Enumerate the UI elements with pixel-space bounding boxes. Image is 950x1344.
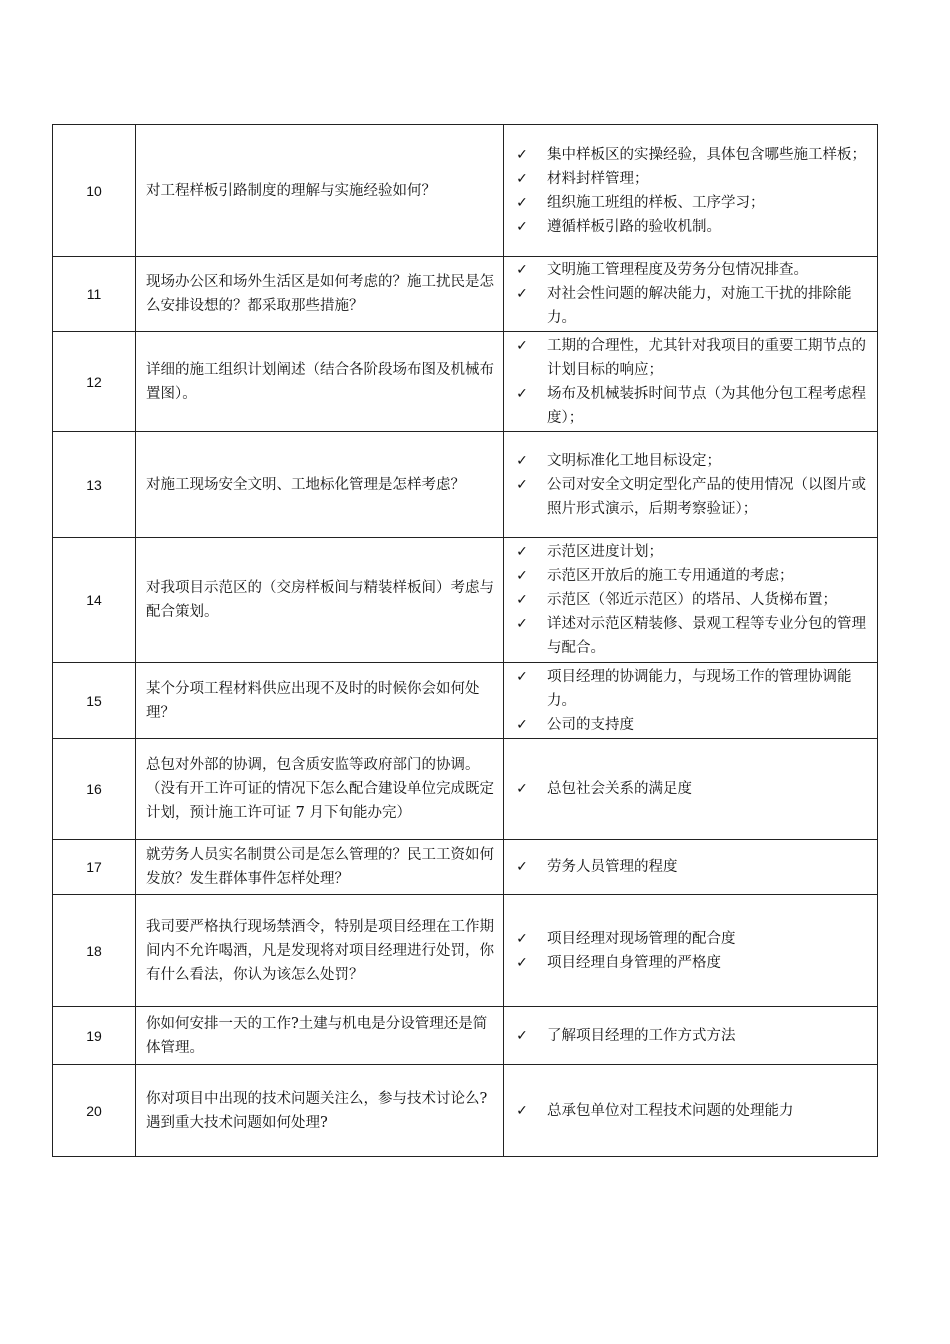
table-row xyxy=(53,257,878,332)
row-number: 13 xyxy=(53,432,136,538)
checkmark-icon: ✓ xyxy=(516,930,528,947)
checkmark-icon: ✓ xyxy=(516,218,528,235)
list-item xyxy=(512,334,871,382)
question-cell: 你对项目中出现的技术问题关注么，参与技术讨论么? 遇到重大技术问题如何处理? xyxy=(136,1065,504,1157)
list-item xyxy=(512,777,871,801)
evaluation-points-cell xyxy=(504,1065,878,1157)
evaluation-point-text: 示范区开放后的施工专用通道的考虑； xyxy=(547,568,794,584)
table-row xyxy=(53,840,878,895)
checkmark-icon: ✓ xyxy=(516,1102,528,1119)
evaluation-point-text: 组织施工班组的样板、工序学习； xyxy=(547,194,765,211)
question-cell: 某个分项工程材料供应出现不及时的时候你会如何处理？ xyxy=(136,663,504,739)
checkmark-icon: ✓ xyxy=(516,337,528,354)
evaluation-point-text: 项目经理自身管理的严格度 xyxy=(547,954,721,971)
evaluation-points-cell xyxy=(504,432,878,538)
document-page xyxy=(52,124,877,1157)
checkmark-icon: ✓ xyxy=(516,568,528,584)
list-item xyxy=(512,167,871,191)
evaluation-point-list xyxy=(512,777,871,801)
question-cell: 你如何安排一天的工作?土建与机电是分设管理还是简体管理。 xyxy=(136,1007,504,1065)
row-number: 20 xyxy=(53,1065,136,1157)
evaluation-points-cell xyxy=(504,257,878,332)
evaluation-point-list xyxy=(512,334,871,430)
list-item xyxy=(512,564,871,588)
evaluation-point-list xyxy=(512,1024,871,1048)
evaluation-point-text: 公司对安全文明定型化产品的使用情况（以图片或照片形式演示，后期考察验证）； xyxy=(547,476,866,517)
table-row xyxy=(53,538,878,663)
list-item xyxy=(512,191,871,215)
list-item xyxy=(512,1024,871,1048)
checkmark-icon: ✓ xyxy=(516,146,528,163)
row-number: 14 xyxy=(53,538,136,663)
checkmark-icon: ✓ xyxy=(516,954,528,971)
list-item xyxy=(512,215,871,239)
checkmark-icon: ✓ xyxy=(516,262,528,278)
checkmark-icon: ✓ xyxy=(516,385,528,402)
row-number: 10 xyxy=(53,125,136,257)
checkmark-icon: ✓ xyxy=(516,716,528,733)
evaluation-point-text: 集中样板区的实操经验，具体包含哪些施工样板； xyxy=(547,146,866,163)
evaluation-point-text: 材料封样管理； xyxy=(547,170,649,187)
evaluation-points-cell xyxy=(504,332,878,432)
table-row xyxy=(53,432,878,538)
evaluation-point-text: 项目经理的协调能力，与现场工作的管理协调能力。 xyxy=(547,668,852,709)
evaluation-point-text: 公司的支持度 xyxy=(547,716,634,733)
evaluation-point-text: 项目经理对现场管理的配合度 xyxy=(547,930,736,947)
evaluation-point-text: 劳务人员管理的程度 xyxy=(547,859,678,875)
list-item xyxy=(512,951,871,975)
evaluation-points-cell xyxy=(504,739,878,840)
list-item xyxy=(512,588,871,612)
list-item xyxy=(512,612,871,660)
list-item xyxy=(512,282,871,330)
question-cell: 对工程样板引路制度的理解与实施经验如何？ xyxy=(136,125,504,257)
evaluation-point-text: 对社会性问题的解决能力，对施工干扰的排除能力。 xyxy=(547,286,852,326)
table-body xyxy=(53,125,878,1157)
list-item xyxy=(512,540,871,564)
row-number: 15 xyxy=(53,663,136,739)
question-cell: 就劳务人员实名制贯公司是怎么管理的？民工工资如何发放？发生群体事件怎样处理？ xyxy=(136,840,504,895)
list-item xyxy=(512,927,871,951)
evaluation-point-text: 总包社会关系的满足度 xyxy=(547,781,692,797)
row-number: 16 xyxy=(53,739,136,840)
evaluation-points-cell xyxy=(504,1007,878,1065)
evaluation-point-list xyxy=(512,665,871,737)
list-item xyxy=(512,665,871,713)
list-item xyxy=(512,449,871,473)
evaluation-point-list xyxy=(512,927,871,975)
question-cell: 详细的施工组织计划阐述（结合各阶段场布图及机械布置图）。 xyxy=(136,332,504,432)
evaluation-points-cell xyxy=(504,895,878,1007)
checkmark-icon: ✓ xyxy=(516,616,528,632)
evaluation-point-list xyxy=(512,449,871,521)
evaluation-points-cell xyxy=(504,125,878,257)
question-cell: 对施工现场安全文明、工地标化管理是怎样考虑？ xyxy=(136,432,504,538)
table-row xyxy=(53,1007,878,1065)
evaluation-point-text: 场布及机械装拆时间节点（为其他分包工程考虑程度）； xyxy=(547,385,866,426)
evaluation-point-list xyxy=(512,1099,871,1123)
row-number: 19 xyxy=(53,1007,136,1065)
evaluation-points-cell xyxy=(504,840,878,895)
evaluation-point-list xyxy=(512,258,871,330)
evaluation-point-text: 文明标准化工地目标设定； xyxy=(547,452,721,469)
checkmark-icon: ✓ xyxy=(516,170,528,187)
checkmark-icon: ✓ xyxy=(516,781,528,797)
checkmark-icon: ✓ xyxy=(516,476,528,493)
question-cell: 总包对外部的协调，包含质安监等政府部门的协调。（没有开工许可证的情况下怎么配合建设单位完成既定计划，预计施工许可证 7 月下旬能办完） xyxy=(136,739,504,840)
evaluation-point-text: 示范区（邻近示范区）的塔吊、人货梯布置； xyxy=(547,592,837,608)
list-item xyxy=(512,143,871,167)
list-item xyxy=(512,1099,871,1123)
list-item xyxy=(512,713,871,737)
evaluation-point-text: 文明施工管理程度及劳务分包情况排查。 xyxy=(547,262,808,278)
evaluation-point-list xyxy=(512,540,871,660)
table-row xyxy=(53,895,878,1007)
table-row xyxy=(53,332,878,432)
checkmark-icon: ✓ xyxy=(516,859,528,875)
row-number: 18 xyxy=(53,895,136,1007)
interview-question-table xyxy=(52,124,878,1157)
checkmark-icon: ✓ xyxy=(516,544,528,560)
table-row xyxy=(53,1065,878,1157)
question-cell: 我司要严格执行现场禁酒令，特别是项目经理在工作期间内不允许喝酒，凡是发现将对项目经理进行处罚，你有什么看法，你认为该怎么处罚？ xyxy=(136,895,504,1007)
evaluation-point-list xyxy=(512,143,871,239)
table-row xyxy=(53,663,878,739)
evaluation-point-text: 遵循样板引路的验收机制。 xyxy=(547,218,721,235)
question-cell: 对我项目示范区的（交房样板间与精装样板间）考虑与配合策划。 xyxy=(136,538,504,663)
table-row xyxy=(53,739,878,840)
question-cell: 现场办公区和场外生活区是如何考虑的？施工扰民是怎么安排设想的？都采取那些措施？ xyxy=(136,257,504,332)
evaluation-point-text: 示范区进度计划； xyxy=(547,544,663,560)
checkmark-icon: ✓ xyxy=(516,1027,528,1044)
evaluation-point-text: 总承包单位对工程技术问题的处理能力 xyxy=(547,1102,794,1119)
checkmark-icon: ✓ xyxy=(516,452,528,469)
list-item xyxy=(512,855,871,879)
checkmark-icon: ✓ xyxy=(516,592,528,608)
row-number: 17 xyxy=(53,840,136,895)
evaluation-points-cell xyxy=(504,538,878,663)
list-item xyxy=(512,258,871,282)
evaluation-point-text: 详述对示范区精装修、景观工程等专业分包的管理与配合。 xyxy=(547,616,866,656)
evaluation-points-cell xyxy=(504,663,878,739)
list-item xyxy=(512,473,871,521)
checkmark-icon: ✓ xyxy=(516,286,528,302)
checkmark-icon: ✓ xyxy=(516,194,528,211)
list-item xyxy=(512,382,871,430)
evaluation-point-text: 工期的合理性，尤其针对我项目的重要工期节点的计划目标的响应； xyxy=(547,337,866,378)
table-row xyxy=(53,125,878,257)
row-number: 12 xyxy=(53,332,136,432)
checkmark-icon: ✓ xyxy=(516,668,528,685)
evaluation-point-text: 了解项目经理的工作方式方法 xyxy=(547,1027,736,1044)
row-number: 11 xyxy=(53,257,136,332)
evaluation-point-list xyxy=(512,855,871,879)
